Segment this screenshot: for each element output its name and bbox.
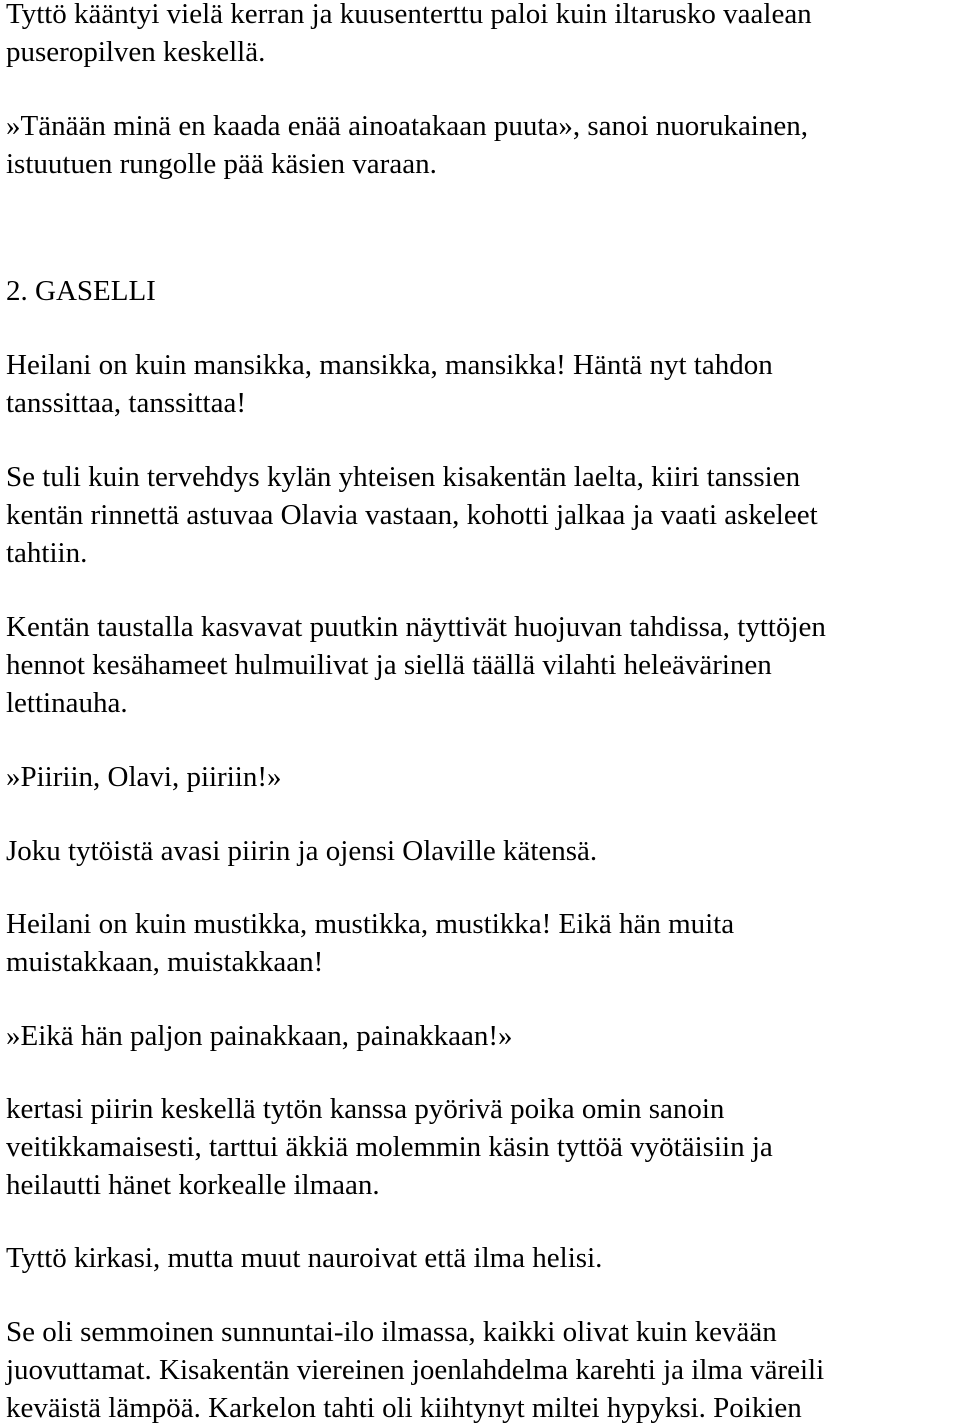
text-line: Se oli semmoinen sunnuntai-ilo ilmassa, kaikki olivat kuin kevään: [6, 1316, 777, 1348]
section-heading: 2. GASELLI: [6, 275, 156, 307]
text-line: Tyttö kirkasi, mutta muut nauroivat että ilma helisi.: [6, 1242, 603, 1274]
text-line: Tyttö kääntyi vielä kerran ja kuusenterttu paloi kuin iltarusko vaalean: [6, 0, 812, 30]
text-line: kertasi piirin keskellä tytön kanssa pyörivä poika omin sanoin: [6, 1093, 725, 1125]
text-line: lettinauha.: [6, 687, 128, 719]
text-line: Se tuli kuin tervehdys kylän yhteisen kisakentän laelta, kiiri tanssien: [6, 461, 801, 493]
text-line: puseropilven keskellä.: [6, 36, 266, 68]
text-line: veitikkamaisesti, tarttui äkkiä molemmin käsin tyttöä vyötäisiin ja: [6, 1131, 773, 1163]
text-line: juovuttamat. Kisakentän viereinen joenlahdelma karehti ja ilma väreili: [6, 1354, 825, 1386]
text-line: Heilani on kuin mansikka, mansikka, mansikka! Häntä nyt tahdon: [6, 349, 773, 381]
text-line: keväistä lämpöä. Karkelon tahti oli kiihtynyt miltei hypyksi. Poikien: [6, 1392, 802, 1424]
text-line: »Piiriin, Olavi, piiriin!»: [6, 761, 282, 793]
text-line: »Tänään minä en kaada enää ainoatakaan puuta», sanoi nuorukainen,: [6, 110, 808, 142]
text-line: Joku tytöistä avasi piirin ja ojensi Olaville kätensä.: [6, 835, 598, 867]
text-line: »Eikä hän paljon painakkaan, painakkaan!»: [6, 1020, 513, 1052]
text-line: tanssittaa, tanssittaa!: [6, 387, 246, 419]
text-line: hennot kesähameet hulmuilivat ja siellä täällä vilahti heleävärinen: [6, 649, 772, 681]
text-line: heilautti hänet korkealle ilmaan.: [6, 1169, 380, 1201]
text-line: Heilani on kuin mustikka, mustikka, mustikka! Eikä hän muita: [6, 908, 735, 940]
text-line: Kentän taustalla kasvavat puutkin näyttivät huojuvan tahdissa, tyttöjen: [6, 611, 826, 643]
text-line: istuutuen rungolle pää käsien varaan.: [6, 148, 437, 180]
text-line: kentän rinnettä astuvaa Olavia vastaan, kohotti jalkaa ja vaati askeleet: [6, 499, 818, 531]
text-line: muistakkaan, muistakkaan!: [6, 946, 324, 978]
text-line: tahtiin.: [6, 537, 88, 569]
